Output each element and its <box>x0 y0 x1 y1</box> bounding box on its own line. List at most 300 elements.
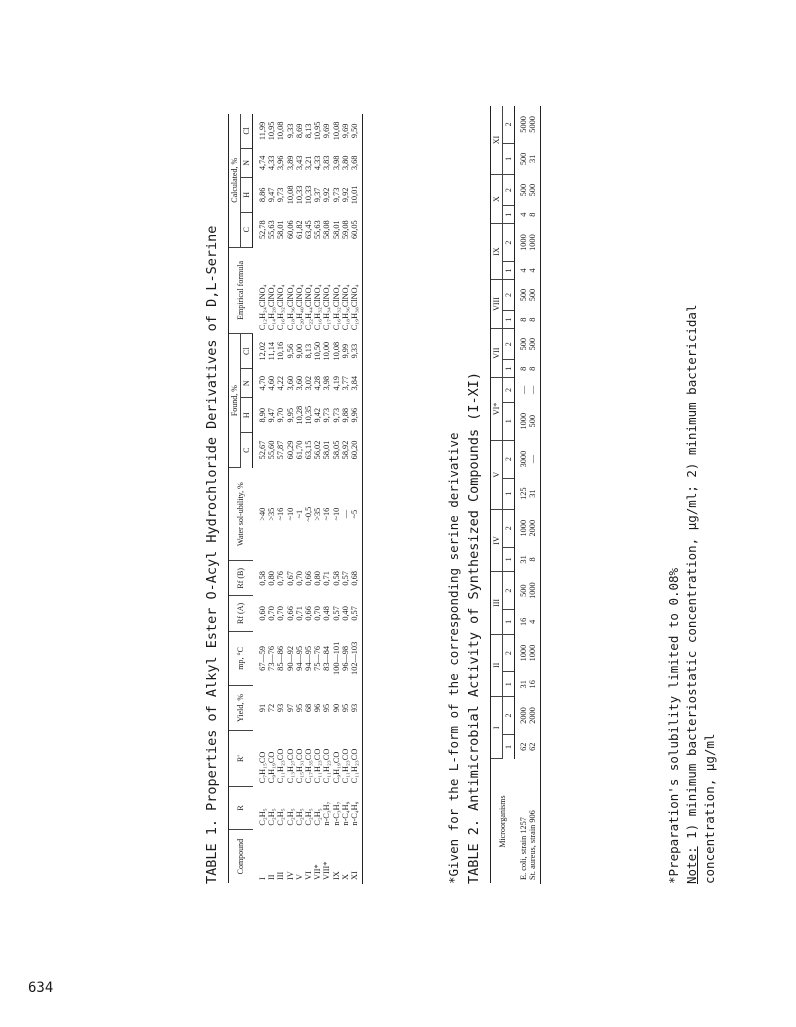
table2-microorganism: St. aureus, strain 906 <box>528 759 541 884</box>
table1-cell-compound: IV <box>285 871 295 880</box>
table1-cell-ccl: 9,33 <box>285 123 295 139</box>
table1-cell-fh: 9,73 <box>322 407 332 423</box>
table1-cell-ch: 9,73 <box>276 187 286 203</box>
col-calc-n: N <box>241 148 253 177</box>
table2-cell: 8 <box>519 317 528 322</box>
table1-cell-formula: C₁₇H₃₄ClNO₄ <box>322 284 332 331</box>
table2-cell: 4 <box>519 268 528 273</box>
table1-cell-cc: 60,06 <box>285 220 295 240</box>
table2-col-compound: II <box>491 634 503 696</box>
table1-cell-fh: 10,35 <box>304 405 314 425</box>
table1-cell-rfb: 0,68 <box>350 561 363 596</box>
table1-cell-mp: 102—103 <box>350 631 363 686</box>
table1-cell-r: C₂H₅ <box>313 808 323 826</box>
table2-cell: 1000 <box>528 224 541 262</box>
table2-col-compound: IX <box>491 224 503 280</box>
table1-cell-cc: 58,01 <box>331 220 341 240</box>
table2-col-sub: 2 <box>503 106 515 143</box>
table1-cell-fh: 8,90 <box>258 407 267 423</box>
table2-cell: 1000 <box>519 412 528 430</box>
table2-col-sub: 1 <box>503 672 515 697</box>
table1-cell-rfa: 0,71 <box>294 606 304 621</box>
table1-cell-fcl: 9,56 <box>285 343 295 359</box>
table2-cell: 2000 <box>528 509 541 547</box>
table1-cell-r: C₂H₅ <box>285 808 295 826</box>
table1-cell-formula: C₁₉H₃₈ClNO₄ <box>350 247 363 334</box>
table1-cell-ch: 9,92 <box>340 187 350 203</box>
table1-cell-rfb: 0,67 <box>285 571 295 586</box>
table1-cell-ccl: 10,08 <box>331 121 341 141</box>
table1-cell-water: ~0,5 <box>304 506 314 522</box>
table1-cell-ch: 9,47 <box>267 187 277 203</box>
table2-row <box>515 106 529 884</box>
table2-col-sub: 1 <box>503 206 515 224</box>
table1-cell-rfb: 0,58 <box>257 571 267 586</box>
table2-cell: 500 <box>528 279 541 310</box>
table1-cell-rfa: 0,57 <box>350 596 363 631</box>
table1-cell-rp: C₁₁H₂₃CO <box>340 748 350 784</box>
table2-cell: 1000 <box>519 234 528 251</box>
table2-cell: 4 <box>528 610 541 635</box>
table1-cell-fcl: 9,33 <box>350 334 363 369</box>
table2-note-cont: concentration, μg/ml <box>702 733 717 884</box>
table1-cell-water: >35 <box>313 507 323 521</box>
table1-cell-rfa: 0,40 <box>340 606 350 621</box>
table2-cell: 1000 <box>528 634 541 672</box>
table1-cell-fc: 56,02 <box>313 440 323 460</box>
table2-col-compound: I <box>491 697 503 759</box>
table1-cell-fn: 3,77 <box>340 375 350 391</box>
table1-cell-r: n-C₃H₇ <box>322 801 332 826</box>
table1-cell-cc: 55,63 <box>313 220 323 240</box>
table2-footnote: *Preparation's solubility limited to 0.08% <box>666 567 681 884</box>
table1-cell-water: ~16 <box>322 507 332 521</box>
table2-col-compound: IV <box>491 509 503 571</box>
table1-cell-fc: 57,87 <box>276 440 286 460</box>
table1-cell-ch: 9,73 <box>331 187 341 203</box>
table1-cell-r: n-C₃H₇ <box>331 801 341 826</box>
table2-cell: 500 <box>528 402 541 440</box>
table1-cell-compound: II <box>267 874 277 880</box>
table1-cell-cn: 3,89 <box>285 155 295 171</box>
col-calc-h: H <box>241 177 253 212</box>
col-r: R <box>229 787 253 829</box>
table2-note <box>684 305 699 885</box>
table2-cell: 500 <box>519 152 528 166</box>
table1-cell-formula: C₁₆H₃₂ClNO₄ <box>313 284 323 331</box>
col-calc-cl: Cl <box>241 114 253 148</box>
table2-col-sub: 2 <box>503 634 515 672</box>
table1-cell-fcl: 10,50 <box>313 341 323 361</box>
table2-cell: 500 <box>519 337 528 351</box>
table2-col-compound: X <box>491 175 503 224</box>
table1-cell-rfa: 0,57 <box>331 606 341 621</box>
table2-col-compound: III <box>491 572 503 634</box>
note-text: 1) minimum bacteriostatic concentration, μg/ml; 2) minimum bactericidal <box>684 304 699 847</box>
table1-row <box>276 114 285 884</box>
table1-cell-rfb: 0,80 <box>267 571 277 586</box>
table2-col-sub: 1 <box>503 734 515 759</box>
table1-cell-yield: 90 <box>331 703 341 713</box>
table2-col-sub: 2 <box>503 509 515 547</box>
table1-cell-formula: C₁₈H₃₆ClNO₄ <box>285 284 295 331</box>
table1-cell-rp: C₁₁H₂₃CO <box>313 748 323 784</box>
table1-cell-fh: 10,28 <box>294 405 304 425</box>
table1-cell-yield: 93 <box>350 686 363 731</box>
table1-cell-r: C₂H₅ <box>304 808 314 826</box>
table2-cell: 2000 <box>528 697 541 735</box>
table2-cell: 1000 <box>519 644 528 662</box>
col-found-h: H <box>241 398 253 433</box>
table1-cell-water: ~10 <box>331 507 341 521</box>
table1-cell-mp: 73—76 <box>267 645 277 671</box>
table2-col-sub: 2 <box>503 279 515 310</box>
table1-cell-ccl: 8,69 <box>294 123 304 139</box>
table1-cell-water: ~5 <box>350 467 363 561</box>
table1-cell-rfb: 0,57 <box>340 571 350 586</box>
table1-cell-yield: 95 <box>322 703 332 713</box>
table2-cell: 31 <box>528 143 541 174</box>
table1-cell-ch: 9,37 <box>313 187 323 203</box>
table2-cell: 62 <box>528 734 541 759</box>
table1-cell-cc: 59,08 <box>340 220 350 240</box>
col-rf-a: Rf (A) <box>229 596 253 631</box>
table1-cell-ccl: 9,69 <box>322 123 332 139</box>
table1-cell-compound: IX <box>331 871 341 880</box>
table1-cell-r: n-C₄H₉ <box>350 787 363 829</box>
table1-cell-cc: 58,01 <box>276 220 286 240</box>
col-yield: Yield, % <box>229 686 253 731</box>
table1-row <box>350 114 363 884</box>
table1-cell-cn: 3,96 <box>276 155 286 171</box>
table1-cell-formula: C₁₂H₂₄ClNO₄ <box>257 284 267 331</box>
table1-cell-cn: 3,80 <box>340 155 350 171</box>
table1-cell-ccl: 9,50 <box>350 114 363 148</box>
table2-col-sub: 2 <box>503 224 515 262</box>
table1-cell-mp: 85—86 <box>276 645 286 671</box>
table2-cell: 4 <box>528 262 541 280</box>
table2-col-sub: 2 <box>503 572 515 610</box>
table1-cell-fc: 60,20 <box>350 433 363 468</box>
table2-col-compound: XI <box>491 106 503 175</box>
table1-cell-fc: 61,70 <box>294 440 304 460</box>
col-found-c: C <box>241 433 253 468</box>
rotated-page-content <box>202 104 750 884</box>
table1-cell-rfb: 0,58 <box>331 571 341 586</box>
table1-cell-fc: 60,29 <box>285 440 295 460</box>
table1-cell-compound: X <box>340 874 350 880</box>
col-found-n: N <box>241 369 253 398</box>
table1-cell-rfb: 0,71 <box>322 571 332 586</box>
table1-cell-fn: 4,28 <box>313 375 323 391</box>
table1-cell-mp: 94—95 <box>304 645 314 671</box>
table1-cell-fcl: 9,00 <box>294 343 304 359</box>
table2-col-sub: 2 <box>503 175 515 206</box>
table2-cell: 1000 <box>528 572 541 610</box>
table2-col-compound: VI* <box>491 378 503 440</box>
table2-cell: 500 <box>519 584 528 597</box>
table2-cell: 62 <box>519 742 528 751</box>
table1-cell-cc: 63,45 <box>304 220 314 240</box>
table2-cell: 8 <box>528 360 541 378</box>
table2-col-sub: 1 <box>503 360 515 378</box>
table1-cell-yield: 95 <box>340 703 350 713</box>
table2-cell: 8 <box>519 366 528 371</box>
table1-row <box>295 114 304 884</box>
table2-col-sub: 1 <box>503 610 515 635</box>
table1-cell-cn: 3,21 <box>304 155 314 171</box>
col-mp: mp, °C <box>229 631 253 686</box>
table1-cell-r: n-C₄H₉ <box>340 801 350 826</box>
table1-row <box>267 114 276 884</box>
table1-row <box>332 114 341 884</box>
table1-cell-rfa: 0,60 <box>257 606 267 621</box>
table1-cell-water: — <box>340 510 350 519</box>
table1-cell-mp: 94—95 <box>294 645 304 671</box>
table1-cell-mp: 67—59 <box>257 645 267 671</box>
table2-col-sub: 1 <box>503 547 515 572</box>
table1-cell-yield: 68 <box>304 703 314 713</box>
table1-cell-fh: 9,96 <box>350 398 363 433</box>
table2-cell: 500 <box>519 288 528 302</box>
table1-cell-rp: C₁₇H₃₅CO <box>304 748 314 784</box>
table1-cell-compound: III <box>276 871 286 880</box>
table1-cell-fc: 55,60 <box>267 440 277 460</box>
table1-cell-cn: 3,83 <box>322 155 332 171</box>
table1-cell-r: C₂H₅ <box>276 808 286 826</box>
table1-cell-yield: 72 <box>267 703 277 713</box>
table1-cell-rfa: 0,66 <box>285 606 295 621</box>
table2-cell: 8 <box>528 311 541 329</box>
table2-cell: 8 <box>528 547 541 572</box>
table1-cell-rfb: 0,70 <box>294 571 304 586</box>
table2-cell: — <box>528 378 541 403</box>
table2-cell: 2000 <box>519 707 528 724</box>
table1-row <box>341 114 350 884</box>
table2-cell: — <box>519 385 528 395</box>
table1-cell-fc: 52,67 <box>258 440 267 460</box>
table1-cell-rfa: 0,70 <box>267 606 277 621</box>
table1-cell-rfa: 0,70 <box>276 606 286 621</box>
table1-cell-fcl: 9,99 <box>340 343 350 359</box>
table1-cell-formula: C₂₂H₄₄ClNO₄ <box>304 284 314 331</box>
table1-cell-mp: 100—101 <box>331 641 341 675</box>
table1-cell-compound: V <box>294 874 304 880</box>
table2-cell: 500 <box>519 183 528 197</box>
table1-cell-ccl: 11,99 <box>258 121 267 141</box>
table1-cell-rfa: 0,70 <box>313 606 323 621</box>
table1-cell-fh: 9,47 <box>267 407 277 423</box>
table1-row <box>286 114 295 884</box>
table1-cell-yield: 97 <box>285 703 295 713</box>
table2-cell: 1000 <box>519 519 528 537</box>
table1-cell-cc: 52,78 <box>258 220 267 240</box>
table1-cell-rfb: 0,76 <box>276 571 286 586</box>
table1-cell-fn: 4,22 <box>276 375 286 391</box>
col-empirical-formula: Empirical formula <box>229 247 253 334</box>
table2-cell: 5000 <box>528 106 541 143</box>
note-label: Note: <box>684 846 699 884</box>
table1-cell-rp: C₁₃H₂₇CO <box>285 748 295 784</box>
table1-cell-formula: C₁₄H₂₈ClNO₄ <box>267 284 277 331</box>
table1-cell-fc: 63,15 <box>304 440 314 460</box>
table1-cell-fh: 9,88 <box>340 407 350 423</box>
table1-cell-cn: 3,68 <box>350 148 363 177</box>
table2-col-compound: VII <box>491 329 503 378</box>
table2-cell: 500 <box>528 175 541 206</box>
table2 <box>490 106 541 884</box>
table2-col-sub: 1 <box>503 478 515 509</box>
table2-col-compound: VIII <box>491 279 503 328</box>
table1-cell-formula: C₁₆H₃₂ClNO₄ <box>276 284 286 331</box>
table1-cell-fcl: 10,00 <box>322 341 332 361</box>
table1-cell-rp: C₉H₁₉CO <box>331 751 341 784</box>
table1-cell-formula: C₂₀H₄₀ClNO₄ <box>294 284 304 331</box>
table1-cell-cc: 58,08 <box>322 220 332 240</box>
table1-cell-cn: 3,43 <box>294 155 304 171</box>
table2-cell: — <box>528 440 541 478</box>
table2-cell: 31 <box>528 478 541 509</box>
table2-col-sub: 1 <box>503 402 515 440</box>
table1-cell-cc: 61,82 <box>294 220 304 240</box>
table1-cell-rfa: 0,48 <box>322 606 332 621</box>
table1-cell-cn: 4,33 <box>267 155 277 171</box>
table1-cell-fh: 9,42 <box>313 407 323 423</box>
table1-cell-fh: 9,70 <box>276 407 286 423</box>
table1-cell-mp: 75—76 <box>313 645 323 671</box>
table1-cell-compound: XI <box>350 829 363 883</box>
table1-footnote: *Given for the L-form of the corresponding serine derivative <box>446 432 461 884</box>
table1-cell-fc: 58,05 <box>331 440 341 460</box>
table1-cell-ccl: 8,13 <box>304 123 314 139</box>
table1-cell-ch: 8,86 <box>258 187 267 203</box>
table1-cell-rp: C₁₁H₂₃CO <box>350 730 363 786</box>
table2-microorganism: E. coli, strain 1257 <box>518 817 528 880</box>
table2-col-sub: 2 <box>503 697 515 735</box>
table1-cell-formula: C₁₆H₃₂ClNO₄ <box>331 284 341 331</box>
table1-cell-compound: VIII* <box>322 861 332 880</box>
table1-cell-ccl: 10,95 <box>313 121 323 141</box>
table1-cell-fcl: 10,16 <box>276 341 286 361</box>
table1-cell-water: ~1 <box>294 509 304 519</box>
table1-cell-ch: 9,92 <box>322 187 332 203</box>
table1-cell-compound: VII* <box>313 864 323 880</box>
col-found-cl: Cl <box>241 334 253 369</box>
table1-cell-fh: 9,73 <box>331 407 341 423</box>
table1-cell-fc: 58,92 <box>340 440 350 460</box>
table1-cell-ccl: 9,69 <box>340 123 350 139</box>
col-r-prime: R' <box>229 730 253 786</box>
table1-cell-rfb: 0,80 <box>313 571 323 586</box>
table1-cell-mp: 90—92 <box>285 645 295 671</box>
table2-cell: 3000 <box>519 450 528 468</box>
table1-cell-fn: 3,84 <box>350 369 363 398</box>
table2-col-sub: 2 <box>503 440 515 478</box>
table2-col-compound: V <box>491 440 503 509</box>
table1-cell-rp: C₁₁H₂₃CO <box>322 748 332 784</box>
table2-cell: 4 <box>519 212 528 217</box>
table1 <box>228 114 363 884</box>
table1-cell-ch: 10,33 <box>294 185 304 205</box>
table2-col-sub: 2 <box>503 378 515 403</box>
table1-row <box>313 114 322 884</box>
table2-cell: 500 <box>528 329 541 360</box>
table2-cell: 16 <box>519 617 528 626</box>
table1-cell-fcl: 10,08 <box>331 341 341 361</box>
col-microorganisms: Microorganisms <box>491 759 515 884</box>
table1-cell-fn: 4,60 <box>267 375 277 391</box>
table2-title: TABLE 2. Antimicrobial Activity of Synthesized Compounds (I-XI) <box>466 371 482 884</box>
table1-cell-ch: 10,01 <box>350 177 363 212</box>
table1-cell-water: >40 <box>257 507 267 521</box>
table1-row <box>253 114 268 884</box>
table1-cell-mp: 96—98 <box>340 645 350 671</box>
table2-cell: 31 <box>519 555 528 564</box>
table2-cell: 31 <box>519 680 528 689</box>
table2-col-sub: 1 <box>503 262 515 280</box>
table1-cell-fcl: 12,02 <box>258 341 267 361</box>
table1-cell-yield: 96 <box>313 703 323 713</box>
table1-cell-fn: 4,19 <box>331 375 341 391</box>
table1-cell-compound: I <box>257 877 267 880</box>
table1-cell-water: >35 <box>267 507 277 521</box>
table1-cell-fn: 3,98 <box>322 375 332 391</box>
table2-cell: 5000 <box>519 116 528 133</box>
table2-row <box>528 106 541 884</box>
table1-cell-yield: 91 <box>257 703 267 713</box>
table1-cell-water: ~16 <box>276 507 286 521</box>
table1-cell-formula: C₁₈H₃₆ClNO₄ <box>340 284 350 331</box>
table1-cell-cn: 4,74 <box>258 155 267 171</box>
table1-cell-r: C₂H₅ <box>257 808 267 826</box>
table1-cell-cn: 4,33 <box>313 155 323 171</box>
table1-cell-water: ~10 <box>285 507 295 521</box>
table2-col-sub: 2 <box>503 329 515 360</box>
table1-cell-fcl: 8,13 <box>304 343 314 359</box>
table1-cell-mp: 83—84 <box>322 645 332 671</box>
table1-cell-yield: 95 <box>294 703 304 713</box>
table1-cell-fn: 3,60 <box>294 375 304 391</box>
table1-cell-fh: 9,95 <box>285 407 295 423</box>
table2-cell: 125 <box>519 487 528 500</box>
table2-col-sub: 1 <box>503 143 515 174</box>
table1-cell-ch: 10,33 <box>304 185 314 205</box>
table1-cell-rp: C₁₁H₂₃CO <box>276 748 286 784</box>
table1-cell-r: C₂H₅ <box>267 808 277 826</box>
table1-title: TABLE 1. Properties of Alkyl Ester O-Acyl Hydrochloride Derivatives of D,L-Serine <box>204 225 220 884</box>
table2-cell: 8 <box>528 206 541 224</box>
table1-cell-yield: 93 <box>276 703 286 713</box>
table1-cell-rp: C₁₅H₃₁CO <box>294 748 304 784</box>
col-compound: Compound <box>229 829 253 883</box>
table1-cell-r: C₂H₅ <box>294 808 304 826</box>
table1-cell-rp: C₉H₁₉CO <box>267 751 277 784</box>
table1-cell-fn: 3,02 <box>304 375 314 391</box>
table1-cell-ccl: 10,95 <box>267 121 277 141</box>
table1-row <box>304 114 313 884</box>
table1-cell-rp: C₇H₁₅CO <box>257 751 267 784</box>
table1-cell-ccl: 10,08 <box>276 121 286 141</box>
table1-cell-fn: 3,60 <box>285 375 295 391</box>
table2-col-sub: 1 <box>503 311 515 329</box>
table1-cell-ch: 10,08 <box>285 185 295 205</box>
table1-cell-compound: VI <box>304 871 314 880</box>
col-calculated: Calculated, % <box>229 114 241 247</box>
table1-cell-rfa: 0,66 <box>304 606 314 621</box>
col-water-solubility: Water sol-ubility, % <box>229 467 253 561</box>
col-calc-c: C <box>241 212 253 247</box>
table1-cell-rfb: 0,66 <box>304 571 314 586</box>
